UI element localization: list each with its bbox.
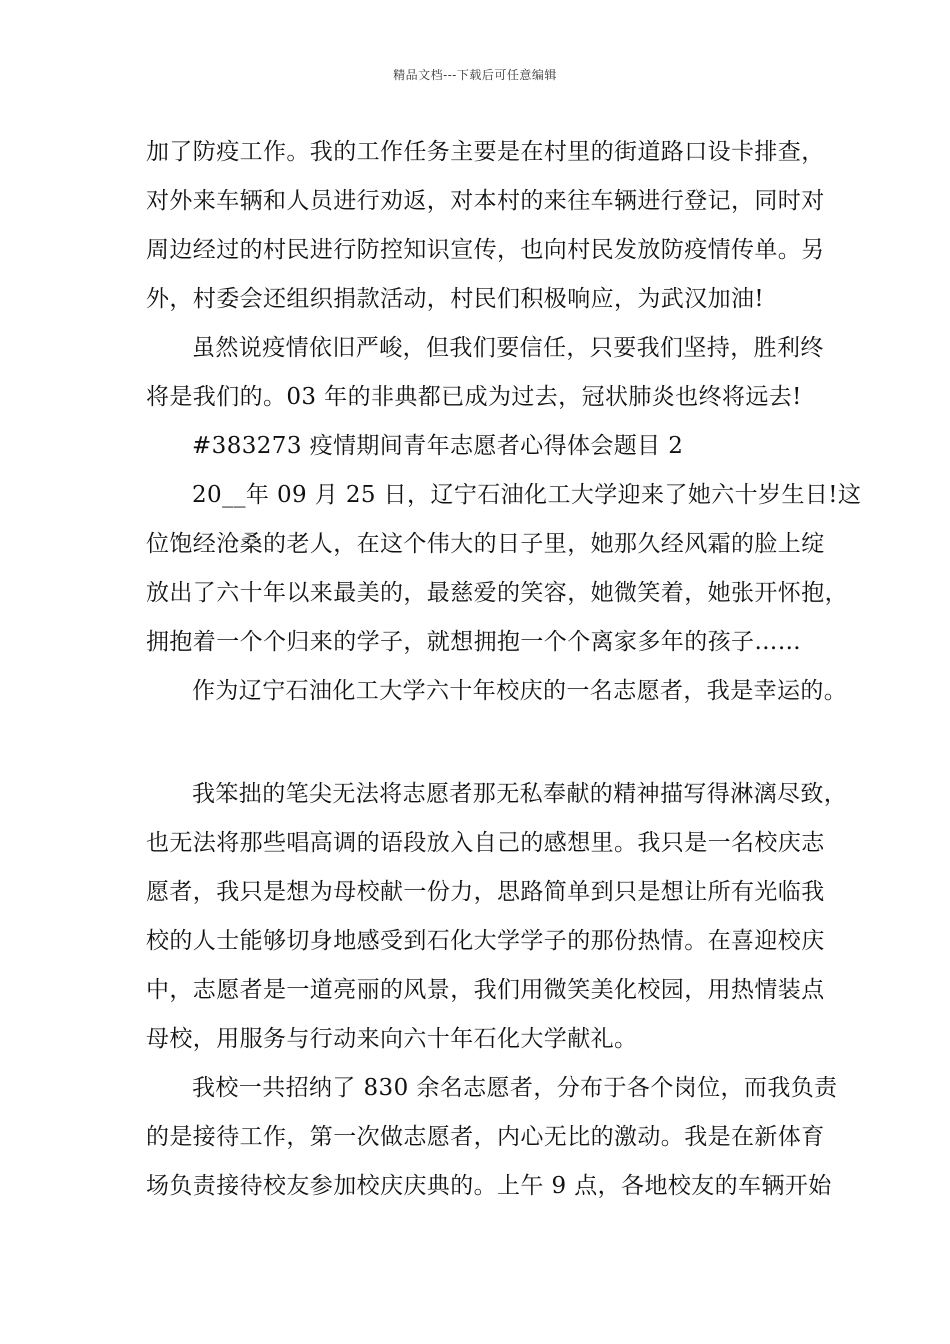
paragraph-reception <box>146 1064 838 1211</box>
heading-line: #383273 疫情期间青年志愿者心得体会题目 2 <box>192 433 684 459</box>
text-line: 作为辽宁石油化工大学六十年校庆的一名志愿者，我是幸运的。 <box>192 678 848 704</box>
paragraph-lucky <box>146 667 848 716</box>
text-line: 母校，用服务与行动来向六十年石化大学献礼。 <box>146 1026 638 1052</box>
text-line: 场负责接待校友参加校庆庆典的。上午 9 点，各地校友的车辆开始 <box>146 1173 832 1199</box>
text-line: 放出了六十年以来最美的，最慈爱的笑容，她微笑着，她张开怀抱， <box>146 580 848 606</box>
text-line: 我校一共招纳了 830 余名志愿者，分布于各个岗位，而我负责 <box>192 1075 838 1101</box>
text-line: 校的人士能够切身地感受到石化大学学子的那份热情。在喜迎校庆 <box>146 928 825 954</box>
document-body <box>146 128 862 1211</box>
text-line: 我笨拙的笔尖无法将志愿者那无私奉献的精神描写得淋漓尽致， <box>192 781 848 807</box>
text-line: 愿者，我只是想为母校献一份力，思路简单到只是想让所有光临我 <box>146 879 825 905</box>
text-line: 加了防疫工作。我的工作任务主要是在村里的街道路口设卡排查， <box>146 139 825 165</box>
text-line: 将是我们的。03 年的非典都已成为过去，冠状肺炎也终将远去! <box>146 384 802 410</box>
text-line: 20__年 09 月 25 日，辽宁石油化工大学迎来了她六十岁生日!这 <box>192 482 862 508</box>
page-header: 精品文档---下载后可任意编辑 <box>393 68 557 82</box>
paragraph-volunteer-spirit <box>146 770 848 1064</box>
paragraph-anniversary <box>146 471 862 667</box>
text-line: 也无法将那些唱高调的语段放入自己的感想里。我只是一名校庆志 <box>146 830 825 856</box>
section-heading <box>146 422 826 471</box>
text-line: 虽然说疫情依旧严峻，但我们要信任，只要我们坚持，胜利终 <box>192 335 824 361</box>
text-line: 外，村委会还组织捐款活动，村民们积极响应，为武汉加油! <box>146 286 765 312</box>
text-line: 的是接待工作，第一次做志愿者，内心无比的激动。我是在新体育 <box>146 1124 825 1150</box>
text-line: 位饱经沧桑的老人，在这个伟大的日子里，她那久经风霜的脸上绽 <box>146 531 825 557</box>
text-line: 中，志愿者是一道亮丽的风景，我们用微笑美化校园，用热情装点 <box>146 977 825 1003</box>
text-line: 周边经过的村民进行防控知识宣传，也向村民发放防疫情传单。另 <box>146 237 825 263</box>
paragraph-epidemic-work <box>146 128 826 324</box>
paragraph-victory <box>146 324 826 422</box>
text-line: 对外来车辆和人员进行劝返，对本村的来往车辆进行登记，同时对 <box>146 188 825 214</box>
text-line: 拥抱着一个个归来的学子，就想拥抱一个个离家多年的孩子…… <box>146 629 802 655</box>
paragraph-gap <box>146 716 826 770</box>
